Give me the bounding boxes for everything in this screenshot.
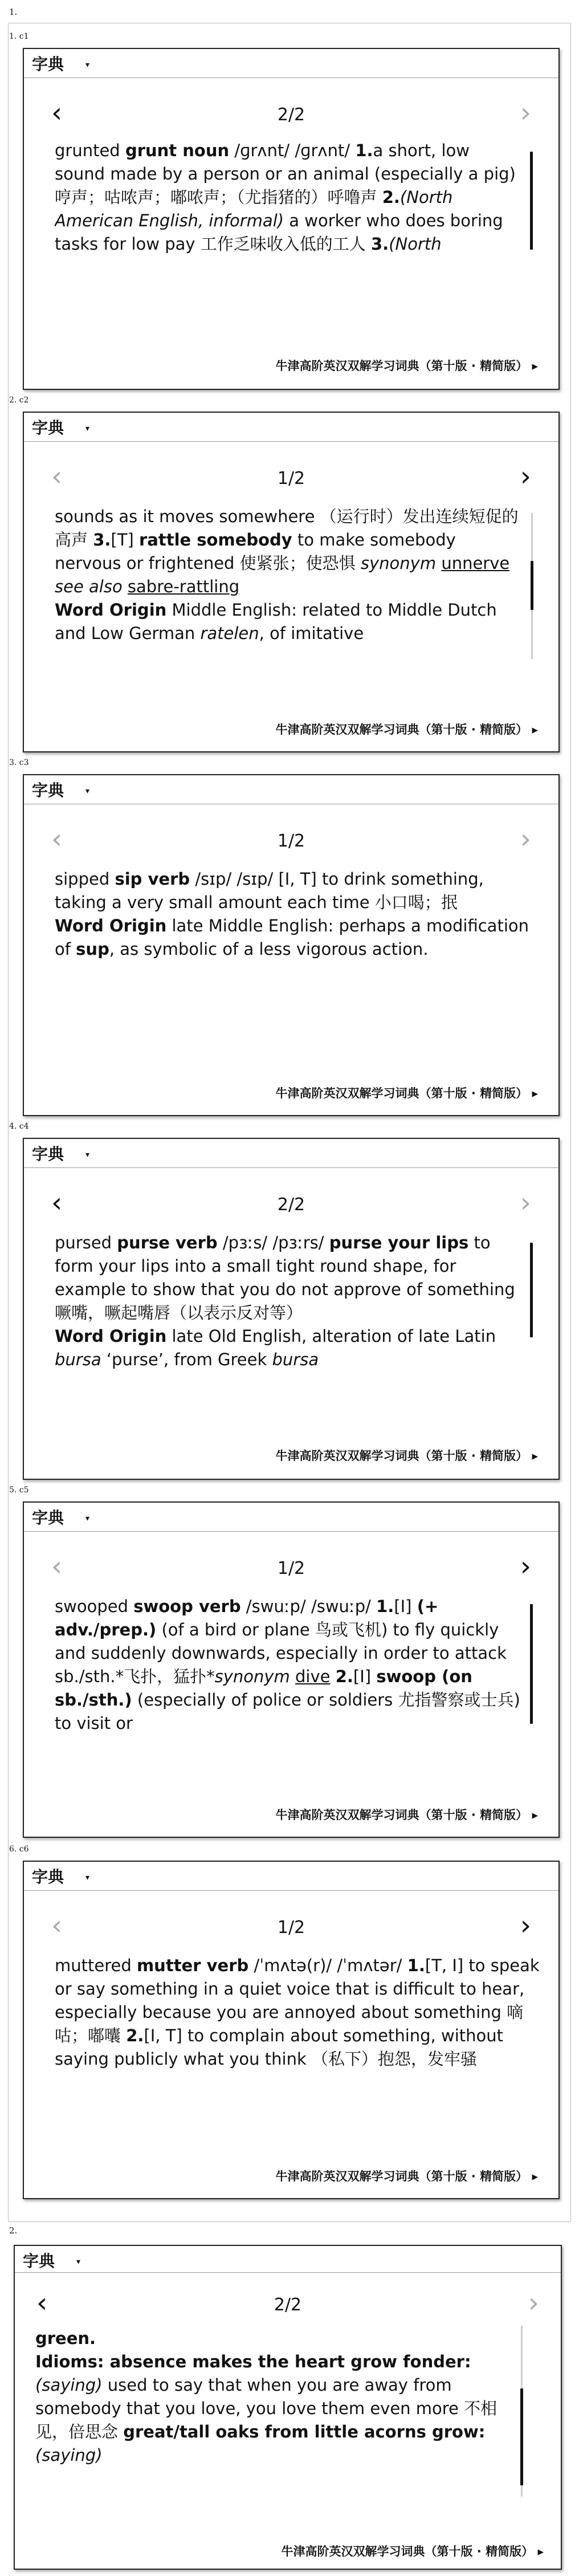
chevron-right-icon: ▸ — [532, 723, 538, 736]
prev-page-button[interactable]: ‹ — [51, 1187, 63, 1219]
prev-page-button[interactable]: ‹ — [51, 1551, 63, 1582]
card-header — [24, 413, 558, 442]
entry-text: sipped sip verb /sɪp/ /sɪp/ [I, T] to drink something, taking a very small amount each time 小口喝；抿 Word Origin late Middle English: perhaps a modification of sup, as symbolic of a less vigorous action. — [55, 869, 529, 959]
entry-text: muttered mutter verb /ˈmʌtə(r)/ /ˈmʌtər/ 1.[T, I] to speak or say something in a quiet voice that is difficult to hear, especially because you are annoyed about something 嘀咕；嘟囔 2.[I, T] to complain about something, without saying publicly what you think （私下）抱怨，发牢骚 — [55, 1956, 540, 2069]
next-page-button[interactable]: › — [528, 2287, 539, 2319]
entry-text: swooped swoop verb /swuːp/ /swuːp/ 1.[I] (+ adv./prep.) (of a bird or plane 鸟或飞机) to fly quickly and suddenly downwards, especially in order to attack sb./sth.*飞扑，猛扑*synonym dive 2.[I] swoop (on sb./sth.) (especially of police or soldiers 尤指警察或士兵) to visit or — [55, 1597, 520, 1733]
dictionary-source[interactable]: 牛津高阶英汉双解学习词典（第十版 · 精简版） ▸ — [275, 1449, 538, 1463]
next-page-button[interactable]: › — [520, 1551, 531, 1582]
chevron-right-icon: ▸ — [532, 2170, 538, 2183]
dictionary-title: 字典 — [32, 1145, 64, 1163]
dictionary-card-c7 — [14, 2245, 562, 2570]
prev-page-button[interactable]: ‹ — [36, 2287, 48, 2319]
dropdown-caret-icon[interactable]: ▾ — [85, 424, 90, 433]
dictionary-card-c3 — [23, 774, 560, 1116]
chevron-right-icon: ▸ — [532, 359, 538, 373]
dictionary-title: 字典 — [32, 55, 64, 74]
dropdown-caret-icon[interactable]: ▾ — [76, 2257, 81, 2266]
prev-page-button[interactable]: ‹ — [51, 97, 63, 129]
scrollbar-thumb[interactable] — [530, 1243, 533, 1337]
dictionary-card-c2 — [23, 412, 560, 752]
entry-text: sounds as it moves somewhere （运行时）发出连续短促的高声 3.[T] rattle somebody to make somebody nervous or frightened 使紧张；使恐惧 synonym unnerve see also sabre-rattling Word Origin Middle English: related to Middle Dutch and Low German ratelen, of imitative — [55, 507, 519, 643]
page-indicator: 1/2 — [277, 831, 305, 851]
card-header — [24, 1862, 558, 1891]
next-page-button[interactable]: › — [520, 1187, 531, 1219]
page-indicator: 1/2 — [277, 1558, 305, 1578]
next-page-button[interactable]: › — [520, 1910, 531, 1942]
dictionary-source[interactable]: 牛津高阶英汉双解学习词典（第十版 · 精简版） ▸ — [275, 1808, 538, 1822]
entry-text: green. Idioms: absence makes the heart grow fonder: (saying) used to say that when you are away from somebody that you love, you love them even more 不相见，倍思念 great/tall oaks from little acorns grow: (saying) — [35, 2329, 498, 2465]
dictionary-source[interactable]: 牛津高阶英汉双解学习词典（第十版 · 精简版） ▸ — [275, 2170, 538, 2183]
outer-list-label: 1. — [9, 7, 18, 17]
page-indicator: 1/2 — [277, 1918, 305, 1938]
scrollbar-thumb[interactable] — [520, 2388, 523, 2485]
dictionary-title: 字典 — [32, 418, 64, 437]
second-list-label: 2. — [9, 2225, 18, 2236]
card-header — [24, 49, 558, 78]
dictionary-source[interactable]: 牛津高阶英汉双解学习词典（第十版 · 精简版） ▸ — [275, 1086, 538, 1100]
prev-page-button[interactable]: ‹ — [51, 823, 63, 855]
item-label-c1: 1. c1 — [9, 32, 29, 41]
dictionary-title: 字典 — [23, 2252, 55, 2270]
item-label-c5: 5. c5 — [9, 1486, 29, 1495]
card-header — [15, 2246, 561, 2273]
dictionary-source[interactable]: 牛津高阶英汉双解学习词典（第十版 · 精简版） ▸ — [275, 359, 538, 373]
dictionary-card-c6 — [23, 1861, 560, 2199]
page-indicator: 1/2 — [277, 469, 305, 489]
chevron-right-icon: ▸ — [532, 1449, 538, 1463]
scrollbar-thumb[interactable] — [531, 561, 533, 610]
next-page-button[interactable]: › — [520, 97, 531, 129]
next-page-button[interactable]: › — [520, 823, 531, 855]
dropdown-caret-icon[interactable]: ▾ — [85, 1150, 90, 1159]
page-indicator: 2/2 — [274, 2295, 302, 2315]
item-label-c2: 2. c2 — [9, 396, 29, 405]
item-label-c3: 3. c3 — [9, 758, 29, 767]
card-header — [24, 1139, 558, 1168]
chevron-right-icon: ▸ — [532, 1086, 538, 1100]
dictionary-card-c1 — [23, 48, 560, 390]
entry-text: grunted grunt noun /ɡrʌnt/ /ɡrʌnt/ 1.a short, low sound made by a person or an animal (especially a pig) 哼声；咕哝声；嘟哝声；（尤指猪的）呼噜声 2.(North American English, informal) a worker who does boring tasks for low pay 工作乏味收入低的工人 3.(North — [55, 141, 516, 254]
dictionary-title: 字典 — [32, 1508, 64, 1527]
card-header — [24, 1503, 558, 1532]
page-indicator: 2/2 — [277, 1195, 305, 1215]
scrollbar-thumb[interactable] — [530, 1604, 533, 1724]
dictionary-card-c5 — [23, 1501, 560, 1838]
dictionary-title: 字典 — [32, 1867, 64, 1886]
next-page-button[interactable]: › — [520, 461, 531, 493]
card-header — [24, 775, 558, 804]
dictionary-card-c4 — [23, 1138, 560, 1480]
dictionary-source[interactable]: 牛津高阶英汉双解学习词典（第十版 · 精简版） ▸ — [281, 2545, 544, 2558]
dropdown-caret-icon[interactable]: ▾ — [85, 60, 90, 70]
dropdown-caret-icon[interactable]: ▾ — [85, 787, 90, 796]
item-label-c4: 4. c4 — [9, 1122, 29, 1131]
scrollbar-thumb[interactable] — [530, 152, 533, 250]
dropdown-caret-icon[interactable]: ▾ — [85, 1873, 90, 1882]
page-indicator: 2/2 — [277, 105, 305, 125]
chevron-right-icon: ▸ — [532, 1808, 538, 1822]
entry-text: pursed purse verb /pɜːs/ /pɜːrs/ purse your lips to form your lips into a small tight round shape, for example to show that you do not approve of something 噘嘴，噘起嘴唇（以表示反对等） Word Origin late Old English, alteration of late Latin bursa ‘purse’, from Greek bursa — [55, 1233, 515, 1369]
dictionary-title: 字典 — [32, 781, 64, 800]
chevron-right-icon: ▸ — [537, 2545, 544, 2558]
item-label-c6: 6. c6 — [9, 1845, 29, 1854]
dictionary-source[interactable]: 牛津高阶英汉双解学习词典（第十版 · 精简版） ▸ — [275, 723, 538, 736]
prev-page-button[interactable]: ‹ — [51, 461, 63, 493]
dropdown-caret-icon[interactable]: ▾ — [85, 1514, 90, 1523]
prev-page-button[interactable]: ‹ — [51, 1910, 63, 1942]
